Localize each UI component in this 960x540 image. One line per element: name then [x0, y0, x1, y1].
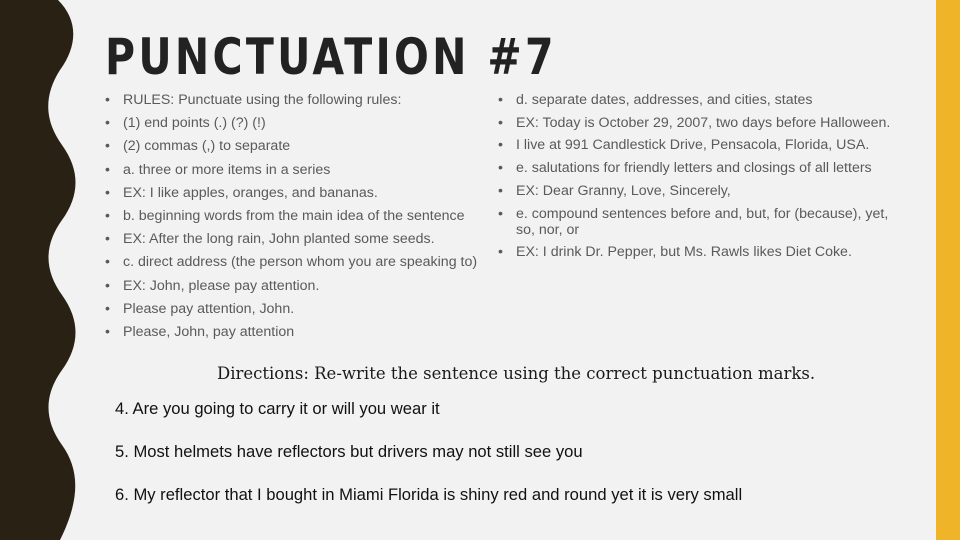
- list-item: • d. separate dates, addresses, and cities, states: [498, 92, 908, 109]
- list-item: • (2) commas (,) to separate: [105, 138, 505, 155]
- decorative-left-strip: [0, 0, 90, 540]
- slide-title: PUNCTUATION #7: [105, 28, 557, 86]
- rules-list-right: [498, 92, 908, 267]
- list-item: • e. salutations for friendly letters and closings of all letters: [498, 160, 908, 177]
- list-item: • EX: I like apples, oranges, and bananas.: [105, 185, 505, 202]
- list-item: • Please pay attention, John.: [105, 301, 505, 318]
- list-item: • RULES: Punctuate using the following rules:: [105, 92, 505, 109]
- list-item: • EX: Dear Granny, Love, Sincerely,: [498, 183, 908, 200]
- accent-bar: [936, 0, 960, 540]
- list-item: • Please, John, pay attention: [105, 324, 505, 341]
- list-item: • EX: I drink Dr. Pepper, but Ms. Rawls likes Diet Coke.: [498, 244, 908, 261]
- question-4: 4. Are you going to carry it or will you wear it: [115, 399, 440, 418]
- question-5: 5. Most helmets have reflectors but drivers may not still see you: [115, 442, 583, 461]
- list-item: • b. beginning words from the main idea of the sentence: [105, 208, 505, 225]
- list-item: • e. compound sentences before and, but, for (because), yet, so, nor, or: [498, 206, 908, 238]
- list-item: • (1) end points (.) (?) (!): [105, 115, 505, 132]
- rules-list-left: [105, 92, 505, 347]
- list-item: • c. direct address (the person whom you are speaking to): [105, 254, 505, 271]
- list-item: • EX: After the long rain, John planted some seeds.: [105, 231, 505, 248]
- wavy-edge-shape: [0, 0, 90, 540]
- list-item: • EX: Today is October 29, 2007, two days before Halloween.: [498, 115, 908, 131]
- list-item: • EX: John, please pay attention.: [105, 278, 505, 295]
- list-item: • a. three or more items in a series: [105, 162, 505, 179]
- question-6: 6. My reflector that I bought in Miami Florida is shiny red and round yet it is very small: [115, 485, 743, 504]
- list-item: • I live at 991 Candlestick Drive, Pensacola, Florida, USA.: [498, 137, 908, 154]
- directions-text: Directions: Re-write the sentence using the correct punctuation marks.: [217, 364, 816, 383]
